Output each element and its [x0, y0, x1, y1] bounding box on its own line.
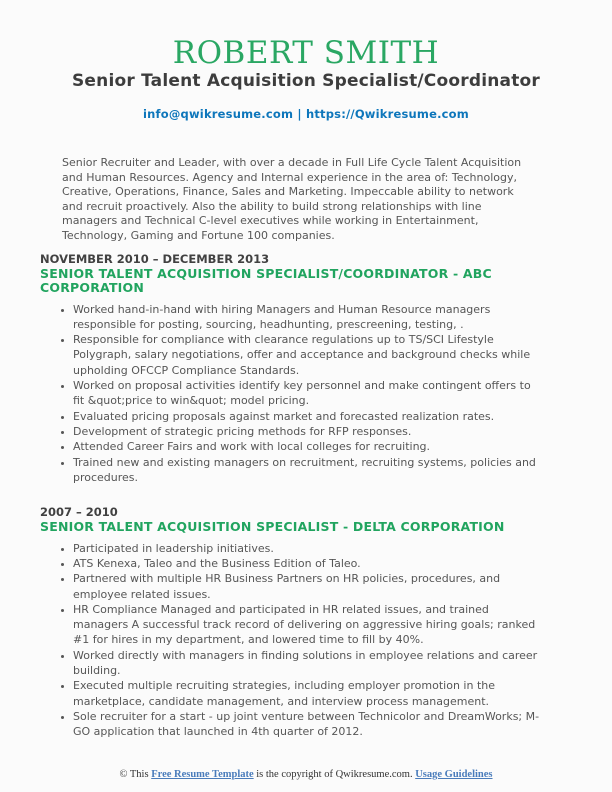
- bullet-list: [40, 541, 572, 740]
- bullet-item: • Worked directly with managers in finding solutions in employee relations and career building.: [73, 648, 542, 679]
- bullet-item: • HR Compliance Managed and participated in HR related issues, and trained managers A successful track record of delivering on aggressive hiring goals; ranked #1 for hires in my department, and lowered time to fill by 40%.: [73, 602, 542, 648]
- footer-copyright-middle: is the copyright of Qwikresume.com.: [253, 769, 416, 780]
- candidate-job-title: Senior Talent Acquisition Specialist/Coordinator: [71, 71, 540, 91]
- summary-paragraph: Senior Recruiter and Leader, with over a decade in Full Life Cycle Talent Acquisition and Human Resources. Agency and Internal experience in the area of: Technology, Creative, Operations, Finance, Sales and Marketing. Impeccable ability to network and recruit proactively. Also the ability to build strong relationships with line managers and Technical C-level executives while working in Entertainment, Technology, Gaming and Fortune 100 companies.: [62, 156, 522, 242]
- usage-guidelines-link[interactable]: Usage Guidelines: [415, 769, 493, 780]
- contact-line: info@qwikresume.com | https://Qwikresume.com: [143, 107, 469, 121]
- bullet-item: • Responsible for compliance with clearance regulations up to TS/SCI Lifestyle Polygraph, salary negotiations, offer and acceptance and background checks while upholding OFCCP Compliance Standards.: [73, 332, 542, 378]
- job-dates: NOVEMBER 2010 – DECEMBER 2013: [40, 251, 270, 266]
- footer-copyright-prefix: © This: [119, 769, 152, 780]
- resume-header: [0, 0, 612, 121]
- job-dates: 2007 – 2010: [40, 505, 118, 520]
- experience-section-abc-corporation: [40, 252, 572, 486]
- job-title: SENIOR TALENT ACQUISITION SPECIALIST/COORDINATOR - ABC CORPORATION: [40, 265, 492, 296]
- bullet-item: • Attended Career Fairs and work with local colleges for recruiting.: [73, 439, 542, 454]
- bullet-item: • Worked on proposal activities identify key personnel and make contingent offers to fit &quot;price to win&quot; model pricing.: [73, 378, 542, 409]
- bullet-item: • Participated in leadership initiatives.: [73, 541, 542, 556]
- bullet-item: • Partnered with multiple HR Business Partners on HR policies, procedures, and employee related issues.: [73, 571, 542, 602]
- bullet-item: • Sole recruiter for a start - up joint venture between Technicolor and DreamWorks; M-GO application that launched in 4th quarter of 2012.: [73, 709, 542, 740]
- footer: [0, 769, 612, 780]
- bullet-item: • Development of strategic pricing methods for RFP responses.: [73, 424, 542, 439]
- job-title: SENIOR TALENT ACQUISITION SPECIALIST - DELTA CORPORATION: [40, 519, 505, 535]
- bullet-item: • Executed multiple recruiting strategies, including employer promotion in the marketplace, candidate management, and interview process management.: [73, 678, 542, 709]
- free-resume-template-link[interactable]: Free Resume Template: [151, 769, 254, 780]
- candidate-name: ROBERT SMITH: [172, 35, 440, 71]
- bullet-item: • Worked hand-in-hand with hiring Managers and Human Resource managers responsible for posting, sourcing, headhunting, prescreening, testing, .: [73, 302, 542, 333]
- bullet-item: • ATS Kenexa, Taleo and the Business Edition of Taleo.: [73, 556, 542, 571]
- bullet-item: • Trained new and existing managers on recruitment, recruiting systems, policies and procedures.: [73, 455, 542, 486]
- bullet-item: • Evaluated pricing proposals against market and forecasted realization rates.: [73, 409, 542, 424]
- resume-body: [40, 156, 572, 739]
- bullet-list: [40, 302, 572, 486]
- experience-section-delta-corporation: [40, 505, 572, 739]
